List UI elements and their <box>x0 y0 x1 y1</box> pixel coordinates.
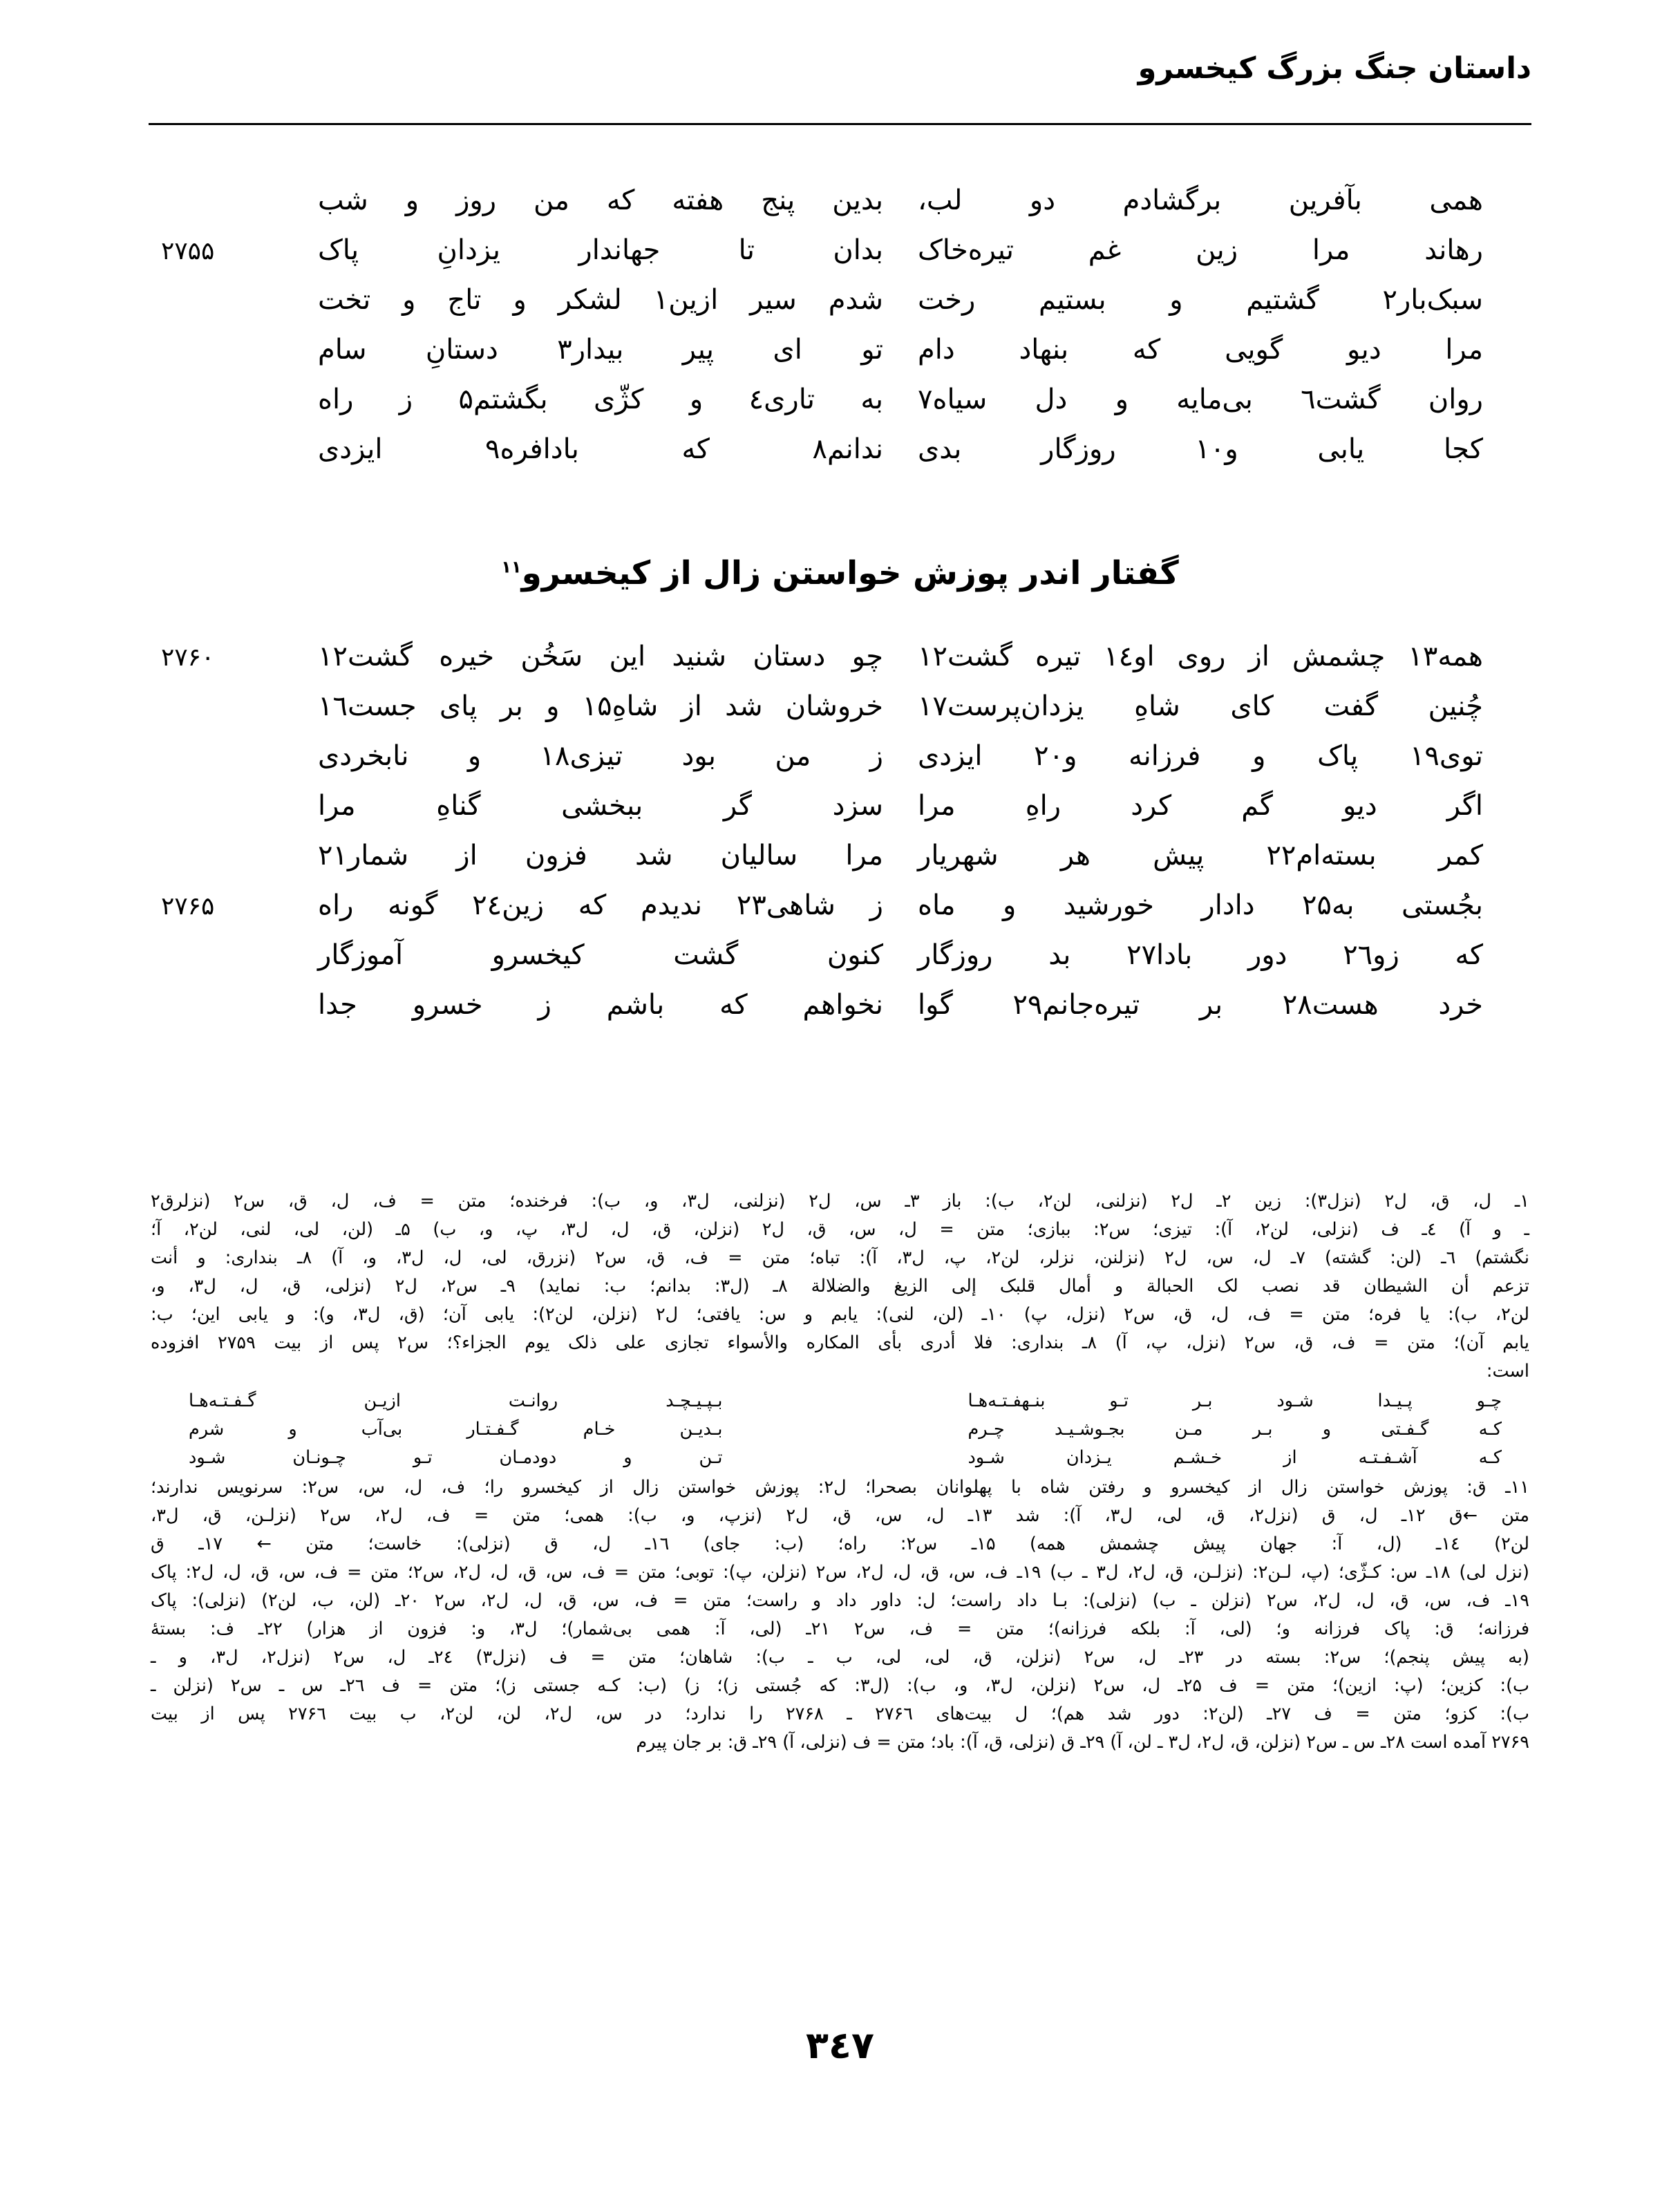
verse-line <box>149 435 1531 485</box>
apparatus-line: ۱۹ـ ف، س، ق، ل، ل٢، س٢ (نزلن ـ ب) (نزلی): بـا داد راست؛ ل: داور داد و راست؛ متن = ف، س، ق، ل، ل٢، س٢ ۲۰ـ (لن، ب، لن٢) (نزلی): پاک <box>151 1590 1529 1611</box>
apparatus-line: ب): کزو؛ متن = ف ۲۷ـ (لن٢: دور شد هم)؛ ل بیت‌های ۲۷۶٦ ـ ۲۷۶۸ را ندارد؛ در س، ل٢، لن، لن٢، ب بیت ۲۷۶٦ پس از بیت <box>151 1704 1530 1724</box>
hemistich-left: سبک‌بار٢ گشتیم و بستیم رخت <box>918 284 1483 316</box>
verse-line <box>149 792 1531 842</box>
apparatus-line: ۲۷۶۹ آمده است ۲۸ـ س ـ س٢ (نزلن، ق، ل٢، ل٣ ـ لن، آ) ۲۹ـ ق (نزلی، ق، آ): باد؛ متن = ف (نزلی، آ) ۲۹ـ ق: بر جان پیرم <box>636 1732 1529 1753</box>
apparatus-line: فرزانه؛ ق: پاک فرزانه و؛ (لی، آ: بلکه فرزانه)؛ متن = ف، س٢ ۲۱ـ (لی، آ: همی بی‌شمار)؛ ل٣، و: فزون از هزار) ۲۲ـ ف: بسته‌ٔ <box>151 1619 1530 1639</box>
apparatus-line: لن٢) ۱٤ـ (ل، آ: جهان پیش چشمش همه) ۱۵ـ س٢: راه؛ (ب: جای) ۱٦ـ ل، ق (نزلی): خاست؛ متن ← ۱۷ـ ق <box>151 1534 1529 1554</box>
apparatus-line: لن٢، ب): یا فره؛ متن = ف، ل، ق، س٢ (نزل، پ) ۱۰ـ (لن، لنی): یابم و س: یافتی؛ ل٢ (نزلن، لن٢): یابی آن؛ (ق، ل٣، و): و یابی این؛ ب: <box>151 1304 1530 1325</box>
hemistich-left: رهاند مرا زین غم تیره‌خاک <box>918 234 1483 266</box>
quoted-hemistich-left: چـو پـیـدا شـود بـر تـو بنـهفـتـه‌هـا <box>968 1390 1502 1411</box>
verse-line <box>149 842 1531 892</box>
hemistich-left: کجا یابی و۱۰ روزگار بدی <box>918 433 1483 465</box>
apparatus-line: ۱۱ـ ق: پوزش خواستن زال از کیخسرو و رفتن شاه با پهلوانان بصحرا؛ ل٢: پوزش خواستن زال از کیخسرو را؛ ف، ل، س، س٢: سرنویس ندارند؛ <box>151 1477 1529 1498</box>
apparatus-line: ۱ـ ل، ق، ل٢ (نزل٣): زین ۲ـ ل٢ (نزلنی، لن٢، ب): باز ۳ـ س، ل٢ (نزلنی، ل٣، و، ب): فرخنده؛ متن = ف، ل، ق، س٢ (نزلرق٢ <box>151 1191 1529 1212</box>
verse-number: ۲۷۵۵ <box>161 237 215 265</box>
verse-block-second <box>149 643 1531 1041</box>
hemistich-right: کنون گشت کیخسرو آموزگار <box>318 939 883 971</box>
hemistich-left: اگر دیو گم کرد راهِ مرا <box>918 790 1483 822</box>
hemistich-right: ندانم۸ که بادافره۹ ایزدی <box>318 433 884 465</box>
hemistich-left: مرا دیو گویی که بنهاد دام <box>918 334 1483 366</box>
running-head-container <box>149 51 1531 104</box>
section-heading <box>149 554 1531 592</box>
quoted-verse-line <box>151 1387 1529 1415</box>
hemistich-right: سزد گر ببخشی گناهِ مرا <box>318 790 883 822</box>
hemistich-left: توی۱۹ پاک و فرزانه و۲۰ ایزدی <box>918 740 1484 772</box>
quoted-hemistich-right: تـن و دودمـان تـو چـونـان شـود <box>189 1447 723 1468</box>
apparatus-line: ب): کزین؛ (پ: ازین)؛ متن = ف ۲۵ـ ل، س٢ (نزلن، ل٣، و، ب): (ل٣: که جُستی ز)؛ ز) (ب: کـه جستی ز)؛ متن = ف ۲٦ـ س ـ س٢ (نزلن ـ <box>151 1675 1530 1696</box>
verse-line <box>149 386 1531 435</box>
hemistich-right: تو ای پیر بیدار٣ دستانِ سام <box>318 334 884 366</box>
hemistich-right: به تاری٤ و کژّی بگشتم۵ ز راه <box>318 384 883 415</box>
hemistich-right: مرا سالیان شد فزون از شمار۲۱ <box>318 840 883 871</box>
section-heading-text: گفتار اندر پوزش خواستن زال از کیخسرو <box>521 554 1179 592</box>
section-heading-note-marker: ۱۱ <box>501 557 522 577</box>
apparatus-line: (نزل لی) ۱۸ـ س: کـژّی؛ (پ، لـن٢: (نزلـن، ق، ل٢، ل٣ ـ ب) ۱۹ـ ف، س، ق، ل، ل٢، س٢ (نزلن، پ): توبی؛ متن = ف، س، ق، ل، ل٢، س٢؛ متن = ف، س، ق، ل، ل٢: پاک <box>151 1562 1529 1583</box>
verse-line <box>149 286 1531 336</box>
verse-line <box>149 991 1531 1041</box>
hemistich-left: کمر بسته‌ام۲۲ پیش هر شهریار <box>918 840 1483 871</box>
hemistich-left: همه۱۳ چشمش از روی او۱٤ تیره گشت۱۲ <box>918 641 1483 672</box>
apparatus-line: است: <box>1486 1361 1529 1382</box>
quoted-hemistich-left: کـه گـفـتی و بـر مـن بجـوشـیـد چـرم <box>968 1419 1502 1440</box>
hemistich-left: چُنین گفت کای شاهِ یزدان‌پرست۱۷ <box>918 690 1483 722</box>
verse-line <box>149 336 1531 386</box>
apparatus-line: یابم آن)؛ متن = ف، ق، س٢ (نزل، پ، آ) ۸ـ بنداری: فلا أدری بأی المکاره والأسواء تجازی علی ذلک یوم الجزاء؟؛ س٢ پس از بیت ۲۷۵۹ افزوده <box>151 1332 1529 1353</box>
folio-number: ۳٤۷ <box>806 2024 874 2067</box>
hemistich-right: بدین پنج هفته که من روز و شب <box>318 185 883 216</box>
verse-line <box>149 941 1531 991</box>
hemistich-right: ز شاهی۲۳ ندیدم که زین۲٤ گونه راه <box>318 889 884 921</box>
hemistich-left: خرد هست۲۸ بر تیره‌جانم۲۹ گوا <box>918 989 1483 1021</box>
verse-line <box>149 692 1531 742</box>
verse-number: ۲۷۶۰ <box>161 643 215 672</box>
hemistich-right: نخواهم که باشم ز خسرو جدا <box>318 989 883 1021</box>
quoted-verse-line <box>151 1444 1529 1472</box>
apparatus-line: نگشتم) ٦ـ (لن: گشته) ۷ـ ل، س، ل٢ (نزلنن، نزلر، لن٢، پ، ل٣، آ): تباه؛ متن = ف، ق، س٢ (نزرق، لی، ل، ل٣، و، آ) ۸ـ بنداری: و أنت <box>151 1247 1529 1268</box>
verse-line <box>149 236 1531 286</box>
hemistich-left: که زو۲٦ دور بادا۲۷ بد روزگار <box>918 939 1483 971</box>
hemistich-left: روان گشت٦ بی‌مایه و دل سیاه۷ <box>918 384 1483 415</box>
critical-apparatus <box>151 1187 1529 1757</box>
running-head: داستان جنگ بزرگ کیخسرو <box>1138 51 1531 86</box>
quoted-couplets <box>151 1387 1529 1472</box>
hemistich-right: ز من بود تیزی۱۸ و نابخردی <box>318 740 883 772</box>
verse-line <box>149 187 1531 236</box>
apparatus-line: تزعم أن الشیطان قد نصب لک الحبالة و أمال قلبک إلی الزیغ والضلالة ۸ـ (ل٣: بدانم؛ ب: نماید) ۹ـ س٢، ل٢ (نزلی، ق، ل، ل٣، و، <box>151 1276 1529 1297</box>
quoted-verse-line <box>151 1415 1529 1444</box>
quoted-hemistich-right: بـدیـن خـام گـفـتـار بی‌آب و شرم <box>189 1419 723 1440</box>
hemistich-left: بجُستی به۲۵ دادار خورشید و ماه <box>918 889 1484 921</box>
hemistich-right: خروشان شد از شاهِ۱۵ و بر پای جست۱٦ <box>318 690 883 722</box>
verse-line <box>149 889 1531 941</box>
verse-number: ۲۷۶۵ <box>161 892 215 921</box>
apparatus-line: متن ←ق ۱۲ـ ل، ق (نزل٢، ق، لی، ل٣، آ): شد ۱۳ـ ل، س، ق، ل٢ (نزپ، و، ب): همی؛ متن = ف، ل٢، س٢ (نزلـن، ق، ل٣، <box>151 1505 1530 1526</box>
apparatus-line: ـ و آ) ٤ـ ف (نزلی، لن٢، آ): تیزی؛ س٢: ببازی؛ متن = ل، س، ق، ل٢ (نزلن، ق، ل، ل٣، پ، و، ب) ۵ـ (لن، لی، لنی، لن٢، آ؛ <box>151 1219 1530 1240</box>
verse-block-first <box>149 187 1531 485</box>
quoted-hemistich-right: بـپـیـچـد روانـت ازیـن گـفـتـه‌هـا <box>189 1390 723 1411</box>
hemistich-left: همی بآفرین برگشادم دو لب، <box>918 185 1483 216</box>
verse-line <box>149 643 1531 692</box>
header-rule <box>149 123 1531 125</box>
apparatus-line: (به پیش پنجم)؛ س٢: بسته در ۲۳ـ ل، س٢ (نزلن، ق، لی، لی، ب ـ ب): شاهان؛ متن = ف (نزل٣) ۲٤ـ ل، س٢ (نزل٢، ل٣، و ـ <box>151 1647 1529 1668</box>
hemistich-right: چو دستان شنید این سَخُن خیره گشت۱۲ <box>318 641 883 672</box>
verse-line <box>149 742 1531 792</box>
quoted-hemistich-left: کـه آشـفـتـه از خـشـم یـزدان شـود <box>968 1447 1502 1468</box>
hemistich-right: شدم سیر ازین١ لشکر و تاج و تخت <box>318 284 883 316</box>
hemistich-right: بدان تا جهاندار یزدانِ پاک <box>318 234 883 266</box>
